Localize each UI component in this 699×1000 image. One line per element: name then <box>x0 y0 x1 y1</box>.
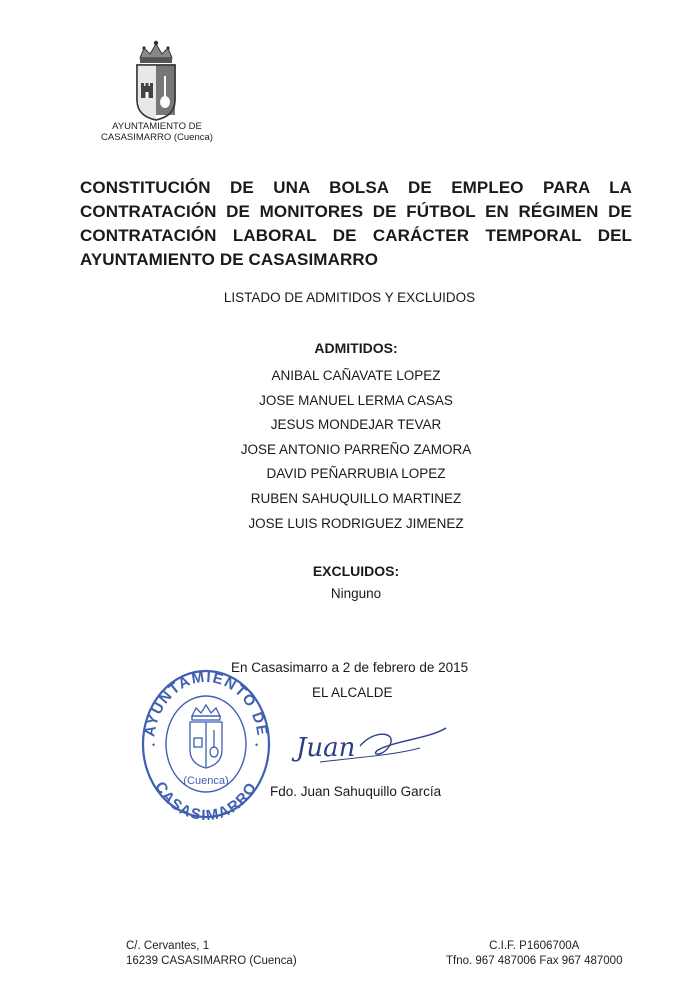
list-item: JOSE LUIS RODRIGUEZ JIMENEZ <box>248 515 464 531</box>
list-item: DAVID PEÑARRUBIA LOPEZ <box>266 466 446 482</box>
excluidos-value: Ninguno <box>330 586 382 601</box>
municipal-crest-icon <box>128 38 184 122</box>
footer-contact <box>446 939 622 969</box>
list-heading: LISTADO DE ADMITIDOS Y EXCLUIDOS <box>223 290 476 305</box>
admitidos-label: ADMITIDOS: <box>314 340 398 356</box>
svg-text:•: • <box>152 740 156 750</box>
cif: C.I.F. P1606700A <box>489 940 580 952</box>
crest-line-1: AYUNTAMIENTO DE <box>112 121 202 132</box>
list-item: JOSE ANTONIO PARREÑO ZAMORA <box>240 441 472 457</box>
crest-line-2: CASASIMARRO (Cuenca) <box>101 132 213 143</box>
municipality-header <box>84 121 230 143</box>
official-stamp-icon <box>140 664 272 820</box>
list-item: ANIBAL CAÑAVATE LOPEZ <box>271 368 441 383</box>
footer-address <box>126 939 297 969</box>
svg-text:Juan: Juan <box>296 733 356 763</box>
list-item: JESUS MONDEJAR TEVAR <box>270 417 442 433</box>
phone-fax: Tfno. 967 487006 Fax 967 487000 <box>446 955 623 967</box>
list-item: RUBEN SAHUQUILLO MARTINEZ <box>250 490 462 506</box>
handwritten-signature <box>290 718 450 774</box>
address-line-1: C/. Cervantes, 1 <box>126 940 210 952</box>
svg-text:(Cuenca): (Cuenca) <box>183 775 229 787</box>
document-title: CONSTITUCIÓN DE UNA BOLSA DE EMPLEO PARA LA CONTRATACIÓN DE MONITORES DE FÚTBOL EN RÉGIMEN DE CONTRATACIÓN LABORAL DE CARÁCTER TEMPORAL DEL AYUNTAMIENTO DE CASASIMARRO <box>80 178 632 269</box>
date-line: En Casasimarro a 2 de febrero de 2015 <box>231 660 469 675</box>
list-item: JOSE MANUEL LERMA CASAS <box>259 392 453 408</box>
svg-text:CASASIMARRO: CASASIMARRO <box>151 778 261 820</box>
svg-text:•: • <box>255 740 259 750</box>
admitidos-list <box>0 364 699 536</box>
svg-text:AYUNTAMIENTO DE: AYUNTAMIENTO DE <box>141 668 271 738</box>
signed-by: Fdo. Juan Sahuquillo García <box>270 784 442 799</box>
address-line-2: 16239 CASASIMARRO (Cuenca) <box>126 955 297 967</box>
excluidos-label: EXCLUIDOS: <box>312 563 400 579</box>
signer-role: EL ALCALDE <box>312 685 393 700</box>
